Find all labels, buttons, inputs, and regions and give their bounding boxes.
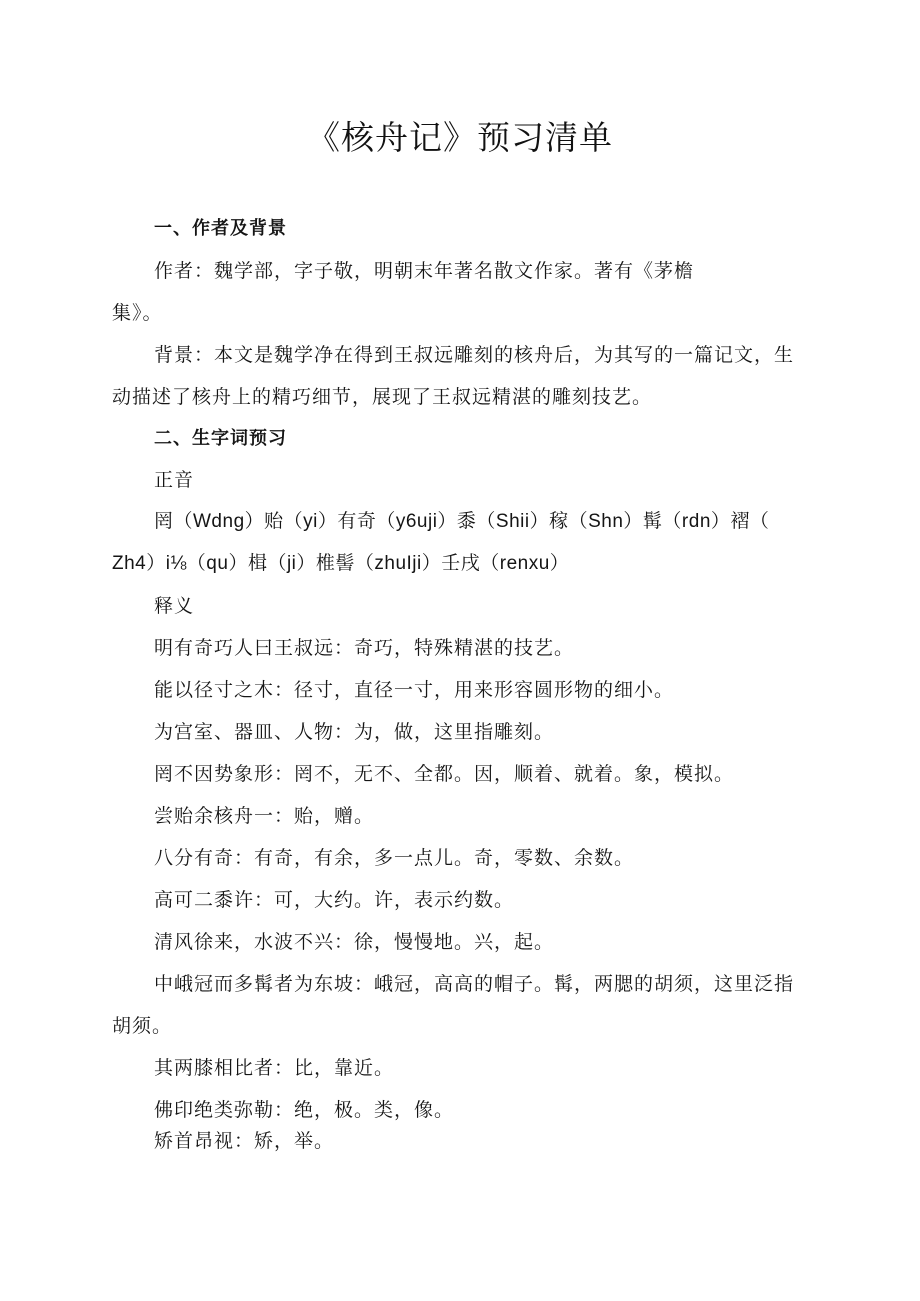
vocab-entry: 能以径寸之木：径寸，直径一寸，用来形容圆形物的细小。 [154, 679, 675, 701]
section-heading-author: 一、作者及背景 [154, 218, 287, 239]
vocab-entry: 为宫室、器皿、人物：为，做，这里指雕刻。 [154, 721, 555, 743]
section-heading-vocab: 二、生字词预习 [154, 428, 287, 449]
vocab-entry: 佛印绝类弥勒：绝，极。类，像。 [154, 1099, 455, 1121]
vocab-entry: 尝贻余核舟一：贻，赠。 [154, 805, 375, 827]
vocab-entry: 中峨冠而多髯者为东坡：峨冠，高高的帽子。髯，两腮的胡须，这里泛指 [154, 973, 795, 995]
vocab-entry: 明有奇巧人曰王叔远：奇巧，特殊精湛的技艺。 [154, 637, 575, 659]
pronunciation-line-2: Zh4）i⅛（qu）楫（ji）椎髻（zhuIji）壬戌（renxu） [112, 553, 570, 574]
background-text-line-2: 动描述了核舟上的精巧细节，展现了王叔远精湛的雕刻技艺。 [112, 386, 653, 408]
author-text-line-1: 作者：魏学部，字子敬，明朝末年著名散文作家。著有《茅檐 [154, 260, 695, 282]
pronunciation-line-1: 罔（Wdng）贻（yi）有奇（y6uji）黍（Shii）稼（Shn）髯（rdn）褶（ [154, 511, 770, 532]
meaning-label: 释义 [154, 595, 195, 617]
vocab-entry: 其两膝相比者：比，靠近。 [154, 1057, 395, 1079]
pronunciation-label: 正音 [154, 469, 195, 491]
vocab-entry: 罔不因势象形：罔不，无不、全都。因，顺着、就着。象，模拟。 [154, 763, 735, 785]
vocab-entry: 八分有奇：有奇，有余，多一点儿。奇，零数、余数。 [154, 847, 635, 869]
page-title: 《核舟记》预习清单 [307, 118, 613, 157]
vocab-entry: 清风徐来，水波不兴：徐，慢慢地。兴，起。 [154, 931, 555, 953]
background-text-line-1: 背景：本文是魏学净在得到王叔远雕刻的核舟后，为其写的一篇记文，生 [154, 344, 795, 366]
vocab-entry: 矫首昂视：矫，举。 [154, 1130, 335, 1152]
vocab-entry: 高可二黍许：可，大约。许，表示约数。 [154, 889, 515, 911]
vocab-entry-continuation: 胡须。 [112, 1015, 173, 1037]
author-text-line-2: 集》。 [112, 302, 163, 324]
